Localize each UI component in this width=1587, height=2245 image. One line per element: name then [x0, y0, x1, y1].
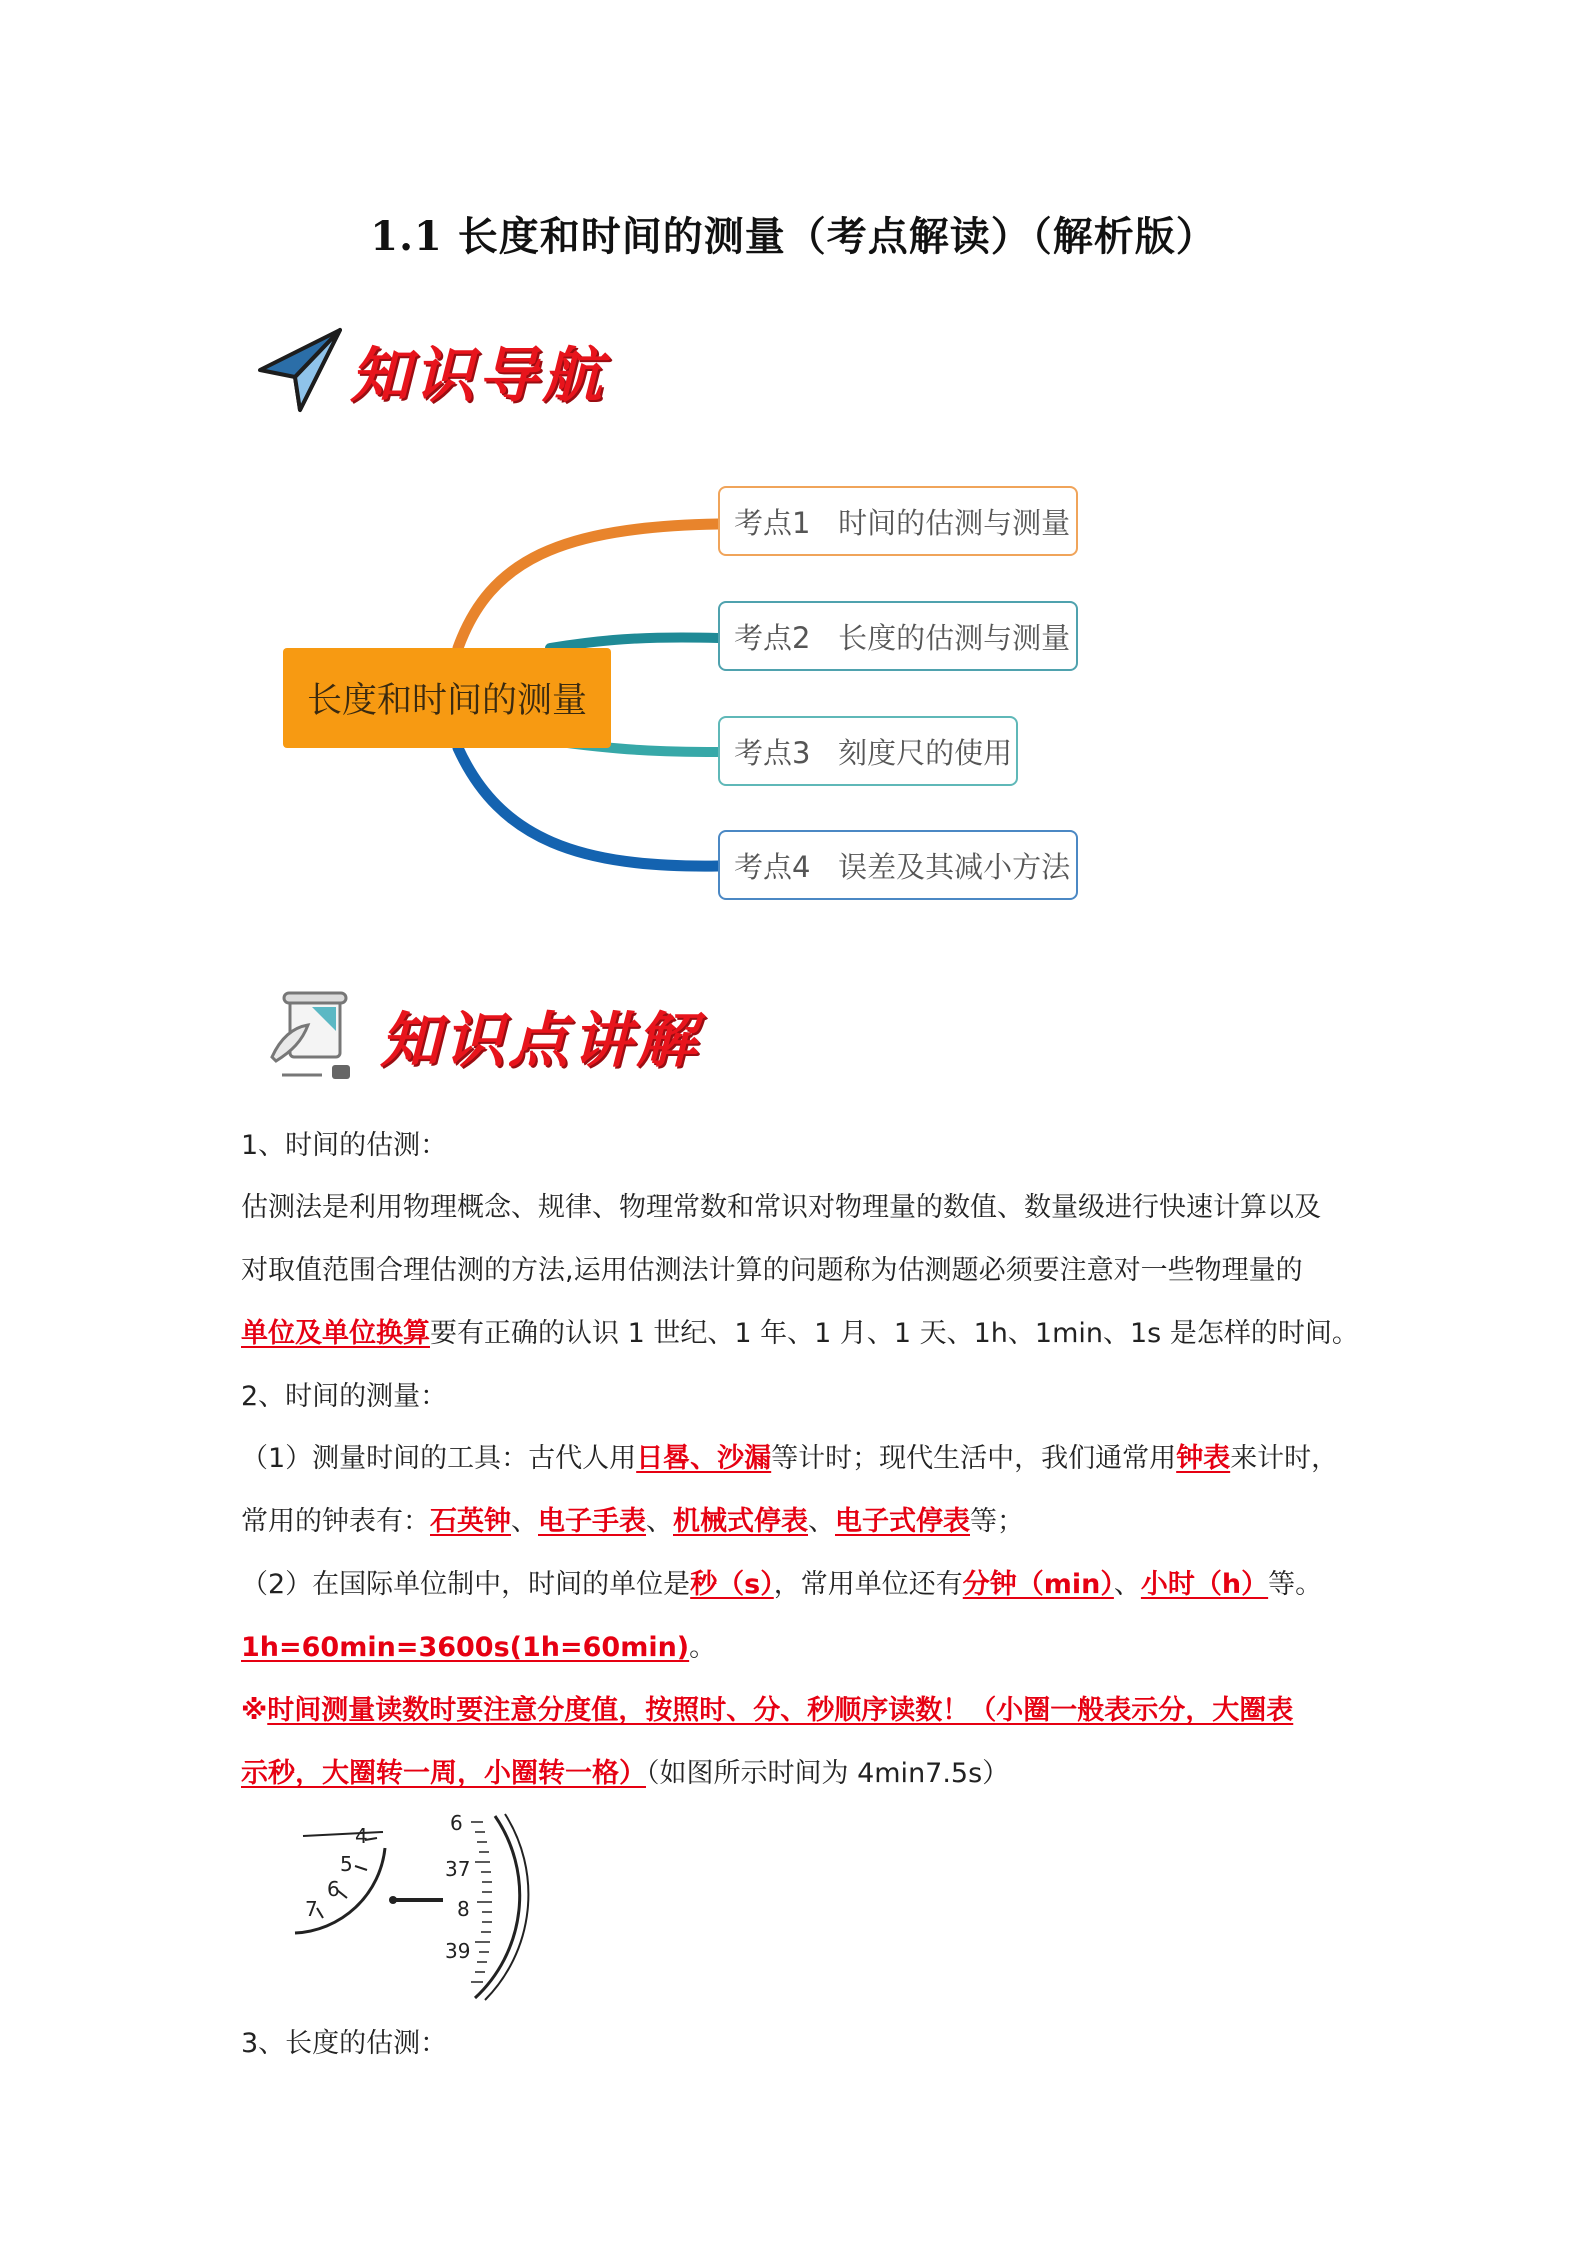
text: 、 — [808, 1506, 835, 1537]
explain-banner — [262, 985, 722, 1085]
mind-map-node-4: 考点4 误差及其减小方法 — [718, 830, 1078, 900]
text: 等计时；现代生活中，我们通常用 — [771, 1443, 1177, 1474]
nav-banner-text: 知识导航 — [350, 341, 606, 411]
highlight-quartz-clock: 石英钟 — [430, 1506, 511, 1537]
highlight-sundial: 日晷、沙漏 — [636, 1443, 772, 1474]
text: ，常用单位还有 — [773, 1569, 963, 1600]
note-line-2-text: （如图所示时间为 4min7.5s） — [646, 1758, 1010, 1789]
note-line-1 — [241, 1693, 1351, 1729]
branch-4 — [458, 748, 718, 866]
mind-map-node-2: 考点2 长度的估测与测量 — [718, 601, 1078, 671]
scroll-quill-icon — [262, 985, 362, 1085]
note-line-2-highlight: 示秒，大圈转一周，小圈转一格） — [241, 1758, 646, 1789]
explain-banner-text: 知识点讲解 — [380, 1006, 700, 1076]
highlight-digital-stopwatch: 电子式停表 — [835, 1506, 970, 1537]
small-dial-label-5: 5 — [340, 1852, 353, 1876]
text: （1）测量时间的工具：古代人用 — [241, 1443, 637, 1474]
small-dial-label-6: 6 — [327, 1877, 340, 1901]
branch-1 — [458, 524, 718, 648]
mind-map-node-3: 考点3 刻度尺的使用 — [718, 716, 1018, 786]
large-dial-label-6: 6 — [450, 1811, 463, 1835]
section-1-line-3-text: 要有正确的认识 1 世纪、1 年、1 月、1 天、1h、1min、1s 是怎样的时间。 — [430, 1318, 1359, 1349]
text: 来计时， — [1230, 1443, 1339, 1474]
text: （2）在国际单位制中，时间的单位是 — [241, 1569, 691, 1600]
paper-plane-icon — [255, 325, 345, 415]
branch-2 — [550, 637, 718, 648]
text: 。 — [689, 1632, 717, 1663]
large-dial-label-37: 37 — [445, 1857, 471, 1881]
highlight-hour: 小时（h） — [1140, 1569, 1269, 1600]
large-dial-label-39: 39 — [445, 1939, 471, 1963]
small-dial-label-7: 7 — [305, 1897, 318, 1921]
section-2-para-2 — [241, 1504, 1351, 1540]
section-2-para-3 — [241, 1567, 1351, 1603]
section-1-heading: 1、时间的估测： — [241, 1130, 448, 1161]
highlight-minute: 分钟（min） — [962, 1569, 1114, 1600]
nav-banner — [255, 320, 615, 420]
highlight-mechanical-stopwatch: 机械式停表 — [673, 1506, 808, 1537]
section-1-line-1: 估测法是利用物理概念、规律、物理常数和常识对物理量的数值、数量级进行快速计算以及 — [241, 1192, 1321, 1223]
text: 常用的钟表有： — [241, 1506, 430, 1537]
highlight-digital-watch: 电子手表 — [538, 1506, 646, 1537]
small-dial-label-4: 4 — [355, 1824, 368, 1848]
stopwatch-figure — [285, 1808, 545, 2008]
stopwatch-dial — [285, 1808, 545, 2008]
section-1-line-2: 对取值范围合理估测的方法,运用估测法计算的问题称为估测题必须要注意对一些物理量的 — [241, 1255, 1303, 1286]
section-2-heading: 2、时间的测量： — [241, 1381, 448, 1412]
highlight-time-conversion: 1h=60min=3600s(1h=60min) — [241, 1632, 690, 1663]
section-3-heading: 3、长度的估测： — [241, 2028, 448, 2059]
section-1-line-3 — [241, 1316, 1359, 1352]
mind-map-root: 长度和时间的测量 — [283, 648, 611, 748]
section-2-para-4 — [241, 1630, 1351, 1666]
note-line-2 — [241, 1756, 1351, 1792]
unit-conversion-highlight: 单位及单位换算 — [241, 1318, 430, 1349]
mind-map-node-1: 考点1 时间的估测与测量 — [718, 486, 1078, 556]
note-line-1-text: 时间测量读数时要注意分度值，按照时、分、秒顺序读数！（小圈一般表示分，大圈表 — [267, 1695, 1294, 1726]
text: 等； — [970, 1506, 1024, 1537]
text: 、 — [511, 1506, 538, 1537]
note-mark: ※ — [241, 1695, 268, 1726]
large-dial-label-8: 8 — [457, 1897, 470, 1921]
text: 等。 — [1268, 1569, 1323, 1600]
highlight-clock: 钟表 — [1176, 1443, 1231, 1474]
text: 、 — [1113, 1569, 1141, 1600]
highlight-second: 秒（s） — [690, 1569, 774, 1600]
page-title: 1.1 长度和时间的测量（考点解读）（解析版） — [370, 213, 1217, 260]
section-2-para-1 — [241, 1441, 1351, 1477]
text: 、 — [646, 1506, 673, 1537]
